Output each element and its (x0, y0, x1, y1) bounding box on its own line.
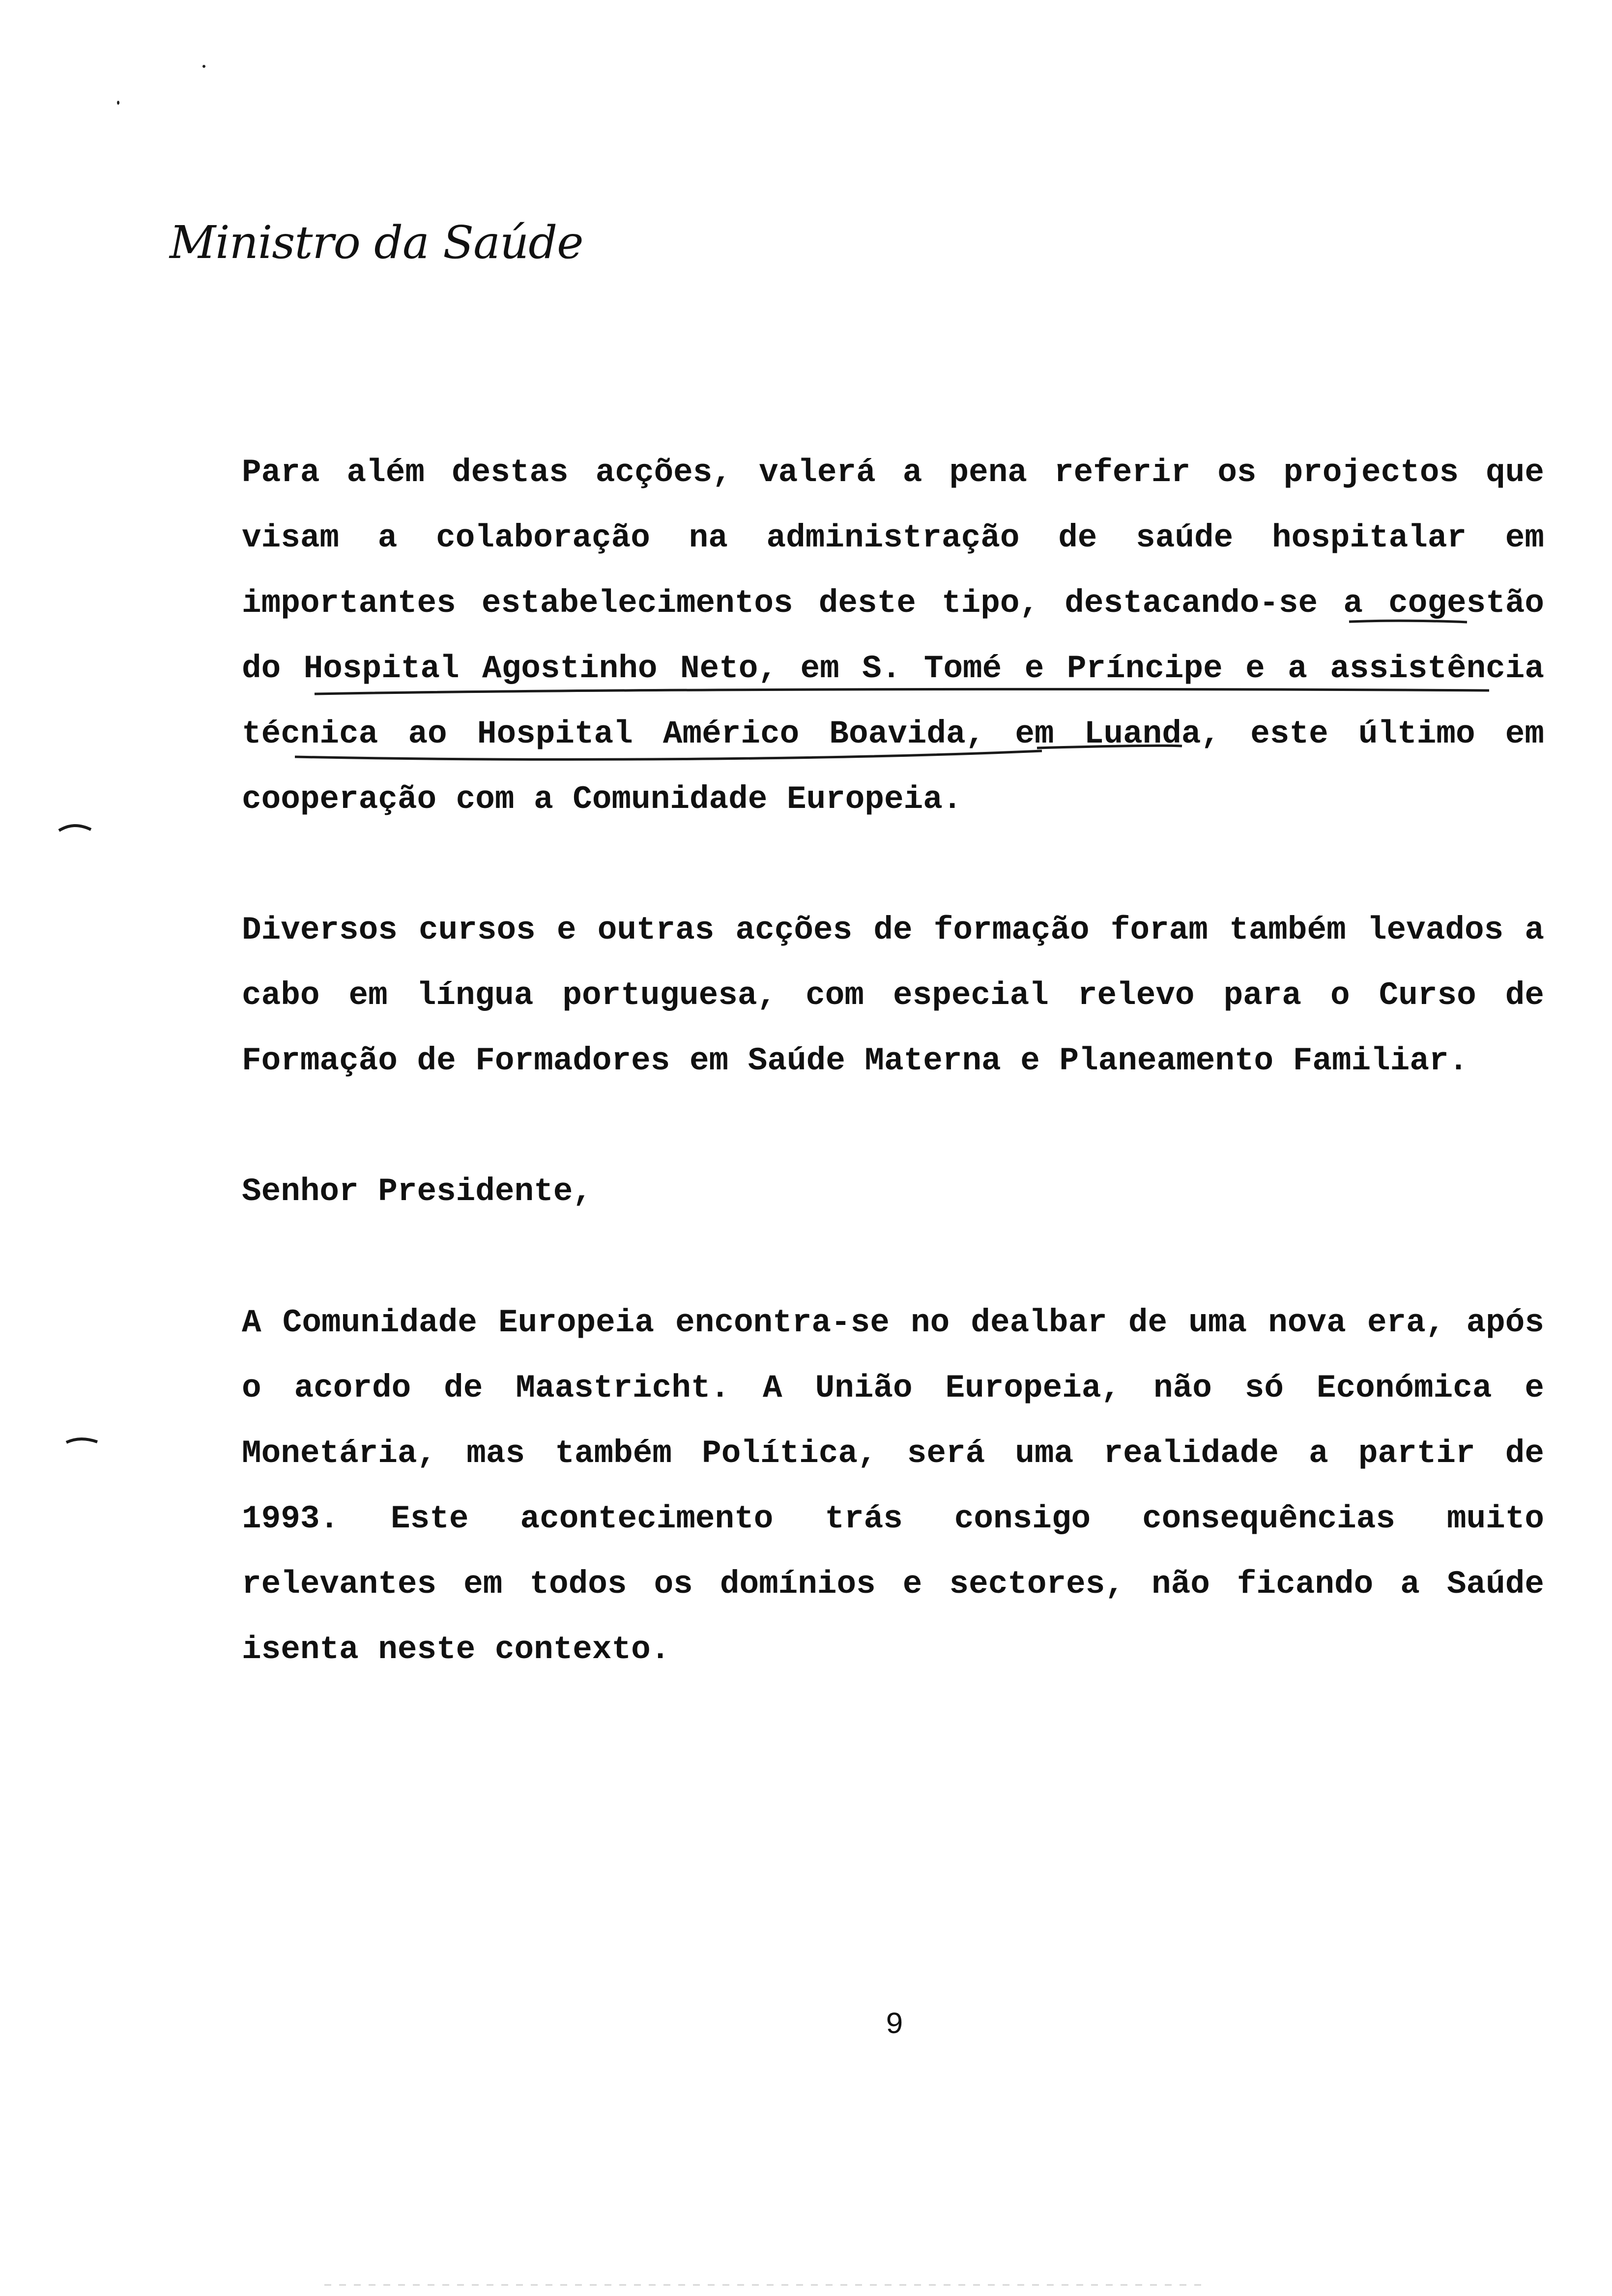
margin-mark-lower (66, 1439, 97, 1442)
scan-artifact-line (324, 2284, 1209, 2286)
letterhead-title: Ministro da Saúde (170, 216, 583, 269)
margin-mark-upper (59, 826, 91, 831)
paragraph-3 (242, 1290, 1544, 1682)
salutation (242, 1159, 1544, 1224)
paragraph-2-text: Diversos cursos e outras acções de formação foram também levados a cabo em língua portuguesa, com especial relevo para o Curso de Formação de Formadores em Saúde Materna e Planeamento Familiar. (242, 912, 1544, 1079)
paragraph-3-text: A Comunidade Europeia encontra-se no dealbar de uma nova era, após o acordo de Maastricht. A União Europeia, não só Económica e Monetária, mas também Política, será uma realidade a partir de 1993. Este acontecimento trás consigo consequências muito relevantes em todos os domínios e sectores, não ficando a Saúde isenta neste contexto. (242, 1304, 1544, 1668)
scan-speck (117, 101, 119, 105)
paragraph-1-text: Para além destas acções, valerá a pena referir os projectos que visam a colaboração na administração de saúde hospitalar em importantes estabelecimentos deste tipo, destacando-se a cogestão do Hospital Agostinho Neto, em S. Tomé e Príncipe e a assistência técnica ao Hospital Américo Boavida, em Luanda, este último em cooperação com a Comunidade Europeia. (242, 454, 1544, 818)
paragraph-2 (242, 897, 1544, 1093)
paragraph-1 (242, 440, 1544, 832)
page-number: 9 (885, 2008, 904, 2042)
scan-speck (202, 65, 205, 68)
salutation-text: Senhor Presidente, (242, 1173, 592, 1210)
